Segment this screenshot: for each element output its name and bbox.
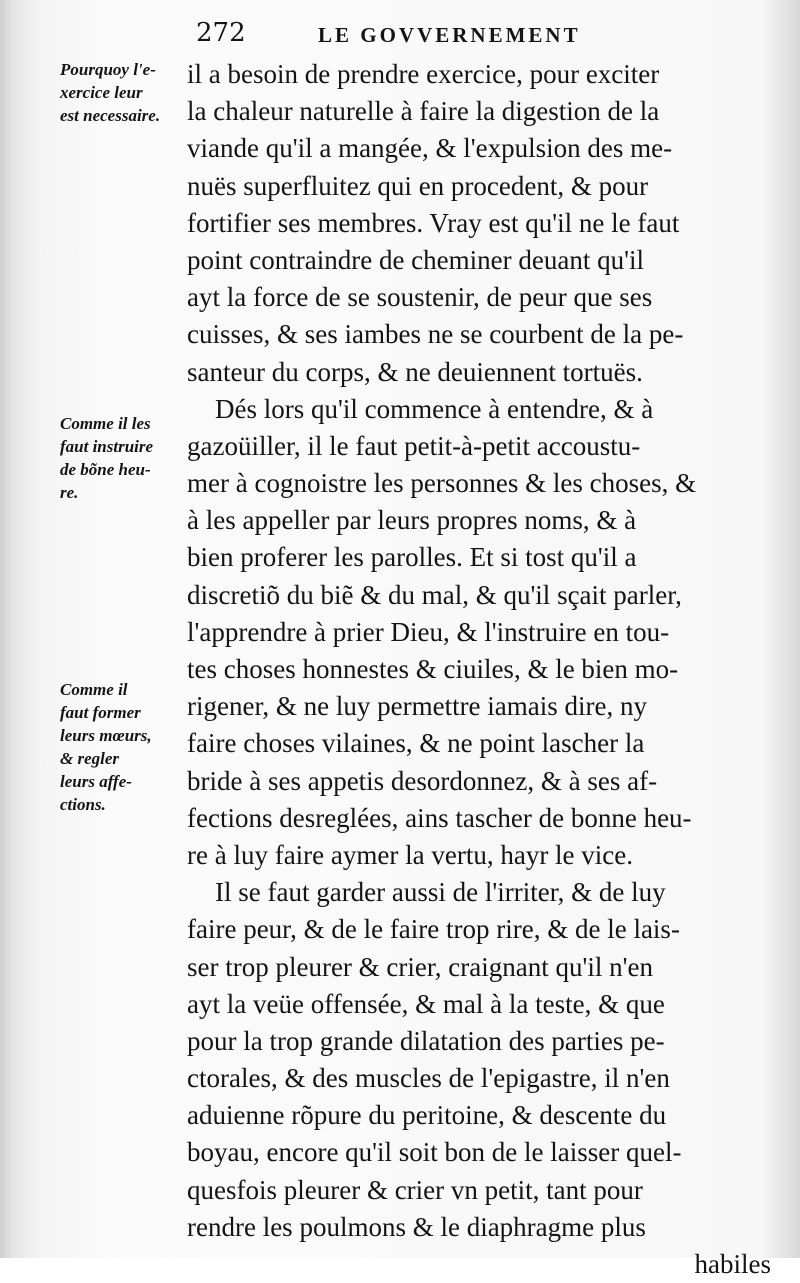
margin-note-line: leurs affe- (60, 772, 132, 791)
margin-note-line: Comme il les (60, 414, 151, 433)
text-line: viande qu'il a mangée, & l'expulsion des me- (187, 133, 673, 164)
paragraph-start-line: Dés lors qu'il commence à entendre, & à (215, 393, 654, 424)
text-line: ayt la veüe offensée, & mal à la teste, & que (187, 988, 665, 1019)
margin-note-line: Comme il (60, 680, 128, 699)
margin-note-line: de bõne heu- (60, 460, 151, 479)
text-line: bride à ses appetis desordonnez, & à ses af- (187, 765, 658, 796)
text-line: point contraindre de cheminer deuant qu'il (187, 244, 644, 275)
text-line: santeur du corps, & ne deuiennent tortuës. (187, 356, 643, 387)
text-line: faire choses vilaines, & ne point lascher la (187, 728, 645, 759)
margin-note-line: Pourquoy l'e- (60, 60, 156, 79)
text-line: il a besoin de prendre exercice, pour exciter (187, 59, 660, 89)
text-line: gazoüiller, il le faut petit-à-petit accoustu- (187, 430, 641, 461)
margin-note-line: re. (60, 483, 79, 502)
margin-note-morals (60, 678, 190, 816)
text-line: ayt la force de se soustenir, de peur que ses (187, 282, 653, 313)
margin-note-exercise (60, 58, 190, 127)
margin-note-line: est necessaire. (60, 106, 161, 125)
text-line: quesfois pleurer & crier vn petit, tant pour (187, 1174, 643, 1205)
text-line: pour la trop grande dilatation des parties pe- (187, 1025, 665, 1056)
margin-note-instruction (60, 412, 190, 504)
page-header (196, 18, 756, 52)
text-line: mer à cognoistre les personnes & les choses, & (187, 468, 697, 499)
text-line: ser trop pleurer & crier, craignant qu'il n'en (187, 951, 653, 982)
body-text (187, 56, 771, 1283)
margin-note-line: xercice leur (60, 83, 143, 102)
text-line: ctorales, & des muscles de l'epigastre, il n'en (187, 1063, 670, 1094)
margin-note-line: faut instruire (60, 437, 154, 456)
margin-note-line: faut former (60, 703, 141, 722)
text-line: rendre les poulmons & le diaphragme plus (187, 1211, 646, 1242)
text-line: boyau, encore qu'il soit bon de le laisser quel- (187, 1137, 682, 1168)
text-line: bien proferer les parolles. Et si tost qu'il a (187, 542, 637, 573)
text-line: la chaleur naturelle à faire la digestion de la (187, 96, 660, 127)
catchword: habiles (694, 1249, 771, 1279)
text-line: l'apprendre à prier Dieu, & l'instruire en tou- (187, 616, 670, 647)
paragraph-start-line: Il se faut garder aussi de l'irriter, & de luy (215, 877, 666, 908)
text-line: rigener, & ne luy permettre iamais dire, ny (187, 691, 648, 722)
page-number: 272 (196, 18, 246, 48)
text-line: aduienne rõpure du peritoine, & descente du (187, 1100, 667, 1131)
text-line: nuës superfluitez qui en procedent, & pour (187, 170, 649, 201)
text-line: fections desreglées, ains tascher de bonne heu- (187, 802, 692, 833)
text-line: fortifier ses membres. Vray est qu'il ne le faut (187, 207, 680, 238)
text-line: cuisses, & ses iambes ne se courbent de la pe- (187, 319, 684, 350)
running-title: LE GOVVERNEMENT (318, 23, 581, 47)
text-line: discretiõ du biẽ & du mal, & qu'il sçait parler, (187, 579, 682, 610)
text-line: faire peur, & de le faire trop rire, & de le lais- (187, 914, 680, 945)
margin-note-line: ctions. (60, 795, 106, 814)
margin-note-line: & regler (60, 749, 120, 768)
text-line: tes choses honnestes & ciuiles, & le bien mo- (187, 654, 679, 684)
text-line: re à luy faire aymer la vertu, hayr le vice. (187, 839, 634, 870)
text-line: à les appeller par leurs propres noms, & à (187, 505, 637, 536)
margin-note-line: leurs mœurs, (60, 726, 152, 745)
